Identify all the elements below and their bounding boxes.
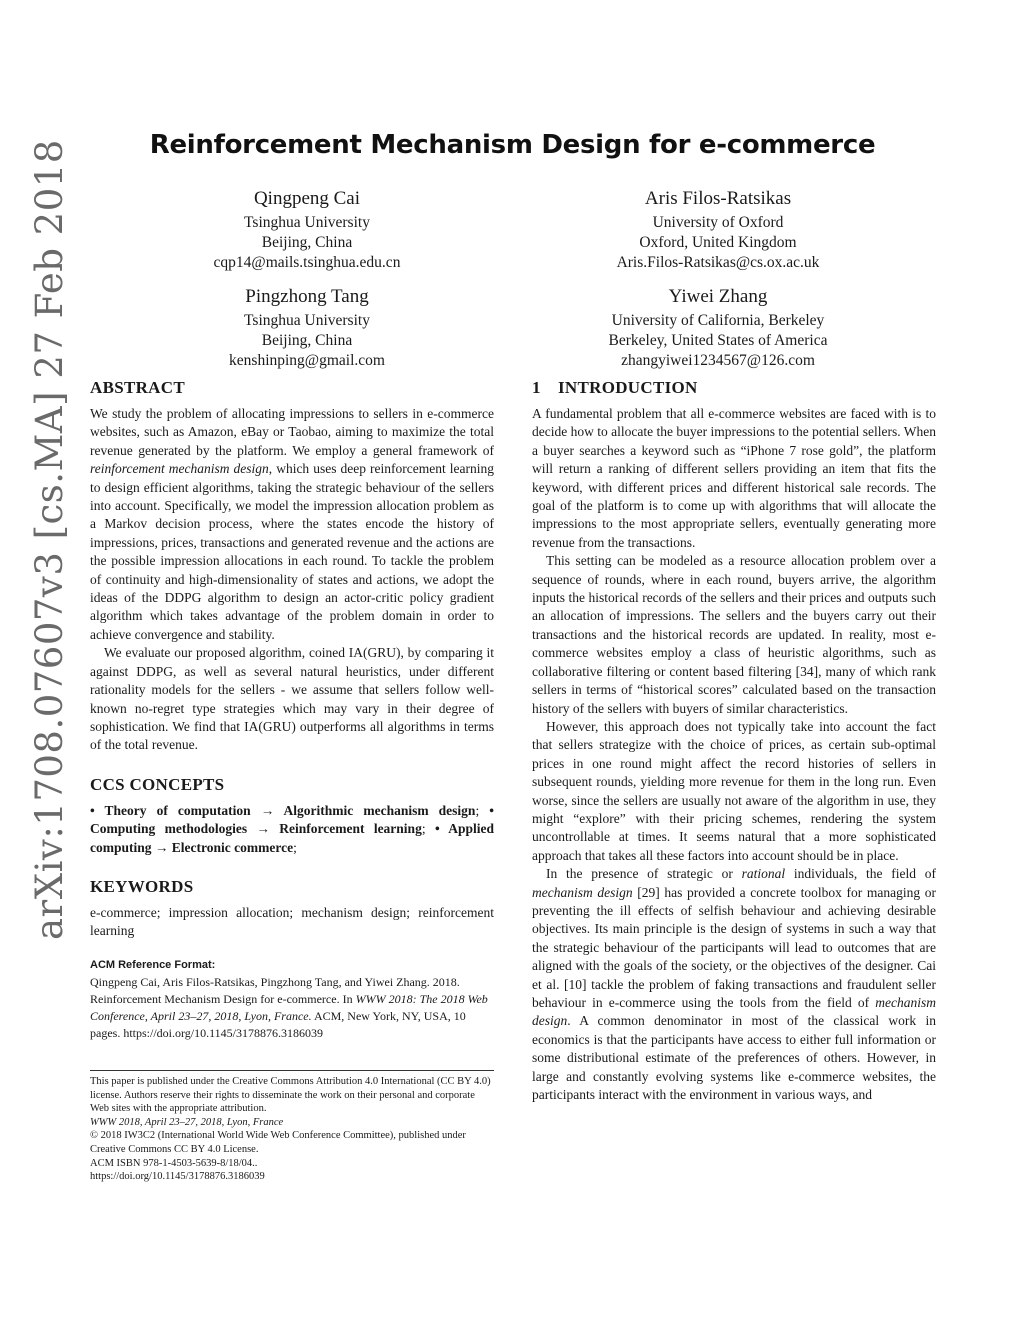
ccs-heading: CCS CONCEPTS [90, 774, 225, 794]
abstract-heading: ABSTRACT [90, 378, 185, 397]
author-name: Yiwei Zhang [668, 286, 768, 307]
keywords-heading: KEYWORDS [90, 876, 194, 896]
footnote-isbn: ACM ISBN 978-1-4503-5639-8/18/04.. [90, 1157, 258, 1169]
ccs-item: • Applied computing → Electronic commerce [90, 821, 495, 855]
author-location: Oxford, United Kingdom [639, 234, 797, 251]
acm-reference: Qingpeng Cai, Aris Filos-Ratsikas, Pingzhong Tang, and Yiwei Zhang. 2018. Reinforcement Mechanism Design for e-commerce. In WWW 2018: The 2018 Web Conference, April 23–27, 2018, Lyon, France. ACM, New York, NY, USA, 10 pages. https://doi.org/10.1145/3178876.3186039 [90, 974, 488, 1040]
author-location: Berkeley, United States of America [608, 332, 828, 349]
ccs-concepts: • Theory of computation → Algorithmic mechanism design; • Computing methodologies → Reinforcement learning; • Applied computing → Electronic commerce; [90, 802, 495, 855]
author-email: Aris.Filos-Ratsikas@cs.ox.ac.uk [616, 254, 820, 271]
author-email: cqp14@mails.tsinghua.edu.cn [213, 254, 401, 271]
author-affiliation: Tsinghua University [244, 312, 370, 329]
right-column [532, 378, 936, 1104]
author-email: kenshinping@gmail.com [229, 352, 385, 369]
author-block [553, 285, 883, 371]
author-email: zhangyiwei1234567@126.com [621, 352, 815, 369]
footnote-license: This paper is published under the Creative Commons Attribution 4.0 International (CC BY 4.0) license. Authors reserve their rights to disseminate the work on their personal and corporate Web sites with the appropriate attribution. [90, 1076, 491, 1115]
author-location: Beijing, China [261, 234, 353, 251]
author-name: Qingpeng Cai [253, 188, 361, 209]
license-footnote [90, 1070, 494, 1184]
acm-reference-label: ACM Reference Format: [90, 958, 216, 971]
arxiv-identifier: arXiv:1708.07607v3 [cs.MA] 27 Feb 2018 [28, 139, 71, 940]
footnote-doi[interactable]: https://doi.org/10.1145/3178876.3186039 [90, 1171, 265, 1183]
footnote-copyright: © 2018 IW3C2 (International World Wide Web Conference Committee), published under Creative Commons CC BY 4.0 License. [90, 1130, 466, 1155]
intro-paragraph: However, this approach does not typically take into account the fact that sellers strategize with the choice of prices, as certain sub-optimal prices in one round might affect the record histories of sellers in subsequent rounds, yielding more revenue for them in the long run. Even worse, since the sellers are usually not aware of the algorithm in use, they might “explore” with their pricing schemes, rendering the system uncontrollable at times. It seems natural that a more sophisticated approach that takes all these factors into account should be in place. [532, 718, 936, 863]
author-name: Pingzhong Tang [245, 286, 369, 307]
author-block [142, 285, 472, 371]
ccs-item: • Computing methodologies → Reinforcement learning [90, 802, 495, 837]
paper-title: Reinforcement Mechanism Design for e-commerce [149, 130, 876, 160]
author-block [142, 187, 472, 273]
left-column [90, 378, 494, 1042]
intro-paragraph: In the presence of strategic or rational individuals, the field of mechanism design [29] has provided a concrete toolbox for managing or preventing the ill effects of selfish behaviour and achieving desirable objectives. Its main principle is the design of systems in such a way that the strategic behaviour of the participants will lead to outcomes that are aligned with the goals of the society, or the objectives of the designer. Cai et al. [10] tackle the problem of faking transactions and fraudulent seller behaviour in e-commerce using the tools from the field of mechanism design. A common denominator in most of the classical work in economics is that the participants have access to either full information or some distributional estimate of the preferences of others. However, in large and constantly evolving systems like e-commerce websites, the participants interact with the environment in various ways, and [532, 866, 937, 1103]
footnote-venue: WWW 2018, April 23–27, 2018, Lyon, France [90, 1116, 284, 1128]
introduction-heading: 1 INTRODUCTION [532, 378, 698, 397]
abstract-paragraph: We study the problem of allocating impressions to sellers in e-commerce websites, such as Amazon, eBay or Taobao, aiming to maximize the total revenue generated by the platform. We employ a general framework of reinforcement mechanism design, which uses deep reinforcement learning to design efficient algorithms, taking the strategic behaviour of the sellers into account. Specifically, we model the impression allocation problem as a Markov decision process, where the states encode the history of impressions, prices, transactions and generated revenue and the actions are the possible impression allocations in each round. To tackle the problem of continuity and high-dimensionality of states and actions, we adopt the ideas of the DDPG algorithm to design an actor-critic policy gradient algorithm which takes advantage of the problem domain in order to achieve convergence and stability. [90, 406, 494, 642]
keywords-text: e-commerce; impression allocation; mechanism design; reinforcement learning [90, 904, 494, 939]
intro-paragraph: This setting can be modeled as a resource allocation problem over a sequence of rounds, where in each round, buyers arrive, the algorithm inputs the historical records of the sellers and their prices and outputs such an allocation of impressions. The sellers and the buyers carry out their transactions and the historical records are updated. In reality, most e-commerce websites employ a class of heuristic algorithms, such as collaborative filtering or content based filtering [34], many of which rank sellers in terms of “historical scores” calculated based on the transaction history of the sellers with buyers of similar characteristics. [532, 553, 936, 716]
abstract-paragraph: We evaluate our proposed algorithm, coined IA(GRU), by comparing it against DDPG, as well as several natural heuristics, under different rationality models for the sellers - we assume that sellers follow well-known no-regret type strategies which may vary in their degree of sophistication. We find that IA(GRU) outperforms all algorithms in terms of the total revenue. [90, 645, 494, 753]
author-affiliation: University of California, Berkeley [611, 312, 825, 329]
ccs-item: • Theory of computation → Algorithmic mechanism design [90, 802, 476, 818]
author-block [553, 187, 883, 273]
author-affiliation: University of Oxford [652, 214, 784, 231]
author-affiliation: Tsinghua University [244, 214, 370, 231]
author-location: Beijing, China [261, 332, 353, 349]
author-name: Aris Filos-Ratsikas [644, 188, 792, 209]
intro-paragraph: A fundamental problem that all e-commerce websites are faced with is to decide how to allocate the buyer impressions to the potential sellers. When a buyer searches a keyword such as “iPhone 7 rose gold”, the platform will return a ranking of different sellers providing an item that fits the keyword, with different prices and different historical sale records. The goal of the platform is to come up with algorithms that will allocate the impressions to the most appropriate sellers, eventually generating more revenue from the transactions. [532, 406, 936, 550]
